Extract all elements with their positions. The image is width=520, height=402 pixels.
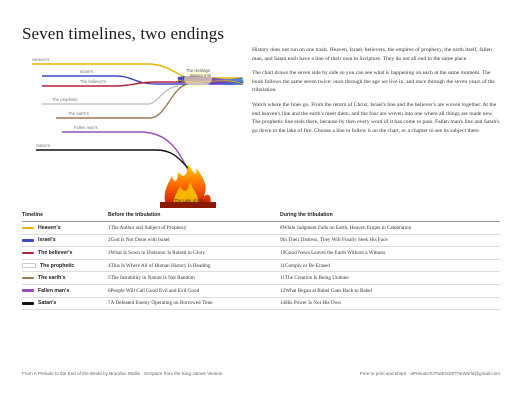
timeline-name: Israel's <box>38 237 56 244</box>
timeline-name: Fallen man's <box>38 287 70 294</box>
header-timeline: Timeline <box>22 212 43 218</box>
label-believer: The believer's <box>80 79 106 84</box>
footer-contact[interactable]: Free to print and share · aPreludeToTheEndOfTheWorld@gmail.com <box>359 371 500 376</box>
converge-label-1: The Heritage <box>186 68 211 73</box>
header-before: Before the tribulation <box>108 212 161 218</box>
chapter-link-during[interactable]: 8While Judgment Falls on Earth, Heaven Erupts in Celebration <box>280 224 412 231</box>
timeline-name: The believer's <box>38 249 73 256</box>
timeline-diagram <box>28 52 248 212</box>
header-during: During the tribulation <box>280 212 333 218</box>
chapter-link-before[interactable]: 6People Will Call Good Evil and Evil Good <box>108 287 200 294</box>
legend-row-believer[interactable] <box>22 247 500 260</box>
satan-line[interactable] <box>36 150 190 170</box>
timeline-name: Heaven's <box>38 224 61 231</box>
chapter-link-during[interactable]: 12What Began at Babel Goes Back to Babel <box>280 287 373 294</box>
timeline-name: The earth's <box>38 275 66 282</box>
chapter-link-during[interactable]: 11The Creation Is Being Undone <box>280 275 349 282</box>
heaven-swatch-icon <box>22 227 34 230</box>
page-title: Seven timelines, two endings <box>22 24 225 43</box>
label-prophetic: The prophetic <box>52 97 78 102</box>
lake-of-fire-label: The Lake of Fire <box>174 198 205 203</box>
chapter-link-before[interactable]: 4This Is Where All of Human History Is Heading <box>108 262 211 269</box>
timeline-name: The prophetic <box>40 262 75 269</box>
intro-paragraph-2: The chart draws the seven side by side so you can see what is happening on each at the same moment. The book follows the same seven twice: once through the age we live in, and once through the seven years of the tribulation. <box>252 70 495 94</box>
chapter-link-during[interactable]: 14His Power Is Not His Own <box>280 300 341 307</box>
chapter-link-before[interactable]: 1The Author and Subject of Prophecy <box>108 224 187 231</box>
legend-header <box>22 212 500 222</box>
legend-row-satan[interactable] <box>22 298 500 311</box>
label-satan: Satan's <box>36 143 50 148</box>
label-earth: The earth's <box>68 111 89 116</box>
chapter-link-during[interactable]: 9In Their Distress, They Will Finally Seek His Face <box>280 237 388 244</box>
label-israel: Israel's <box>80 69 94 74</box>
footer-credit: From A Prelude to the End of the World by Brandon Wallis · Scripture from the King James Version <box>22 371 223 376</box>
intro-text <box>252 46 500 141</box>
believer-swatch-icon <box>22 252 34 255</box>
legend-row-israel[interactable] <box>22 235 500 248</box>
legend-row-fallen-man[interactable] <box>22 285 500 298</box>
chapter-link-before[interactable]: 5The Instability in Nature Is Not Random <box>108 275 195 282</box>
fallen-man-swatch-icon <box>22 289 34 292</box>
earth-swatch-icon <box>22 277 34 280</box>
timeline-name: Satan's <box>38 300 57 307</box>
label-heaven: Heaven's <box>32 57 50 62</box>
chapter-link-during[interactable]: 10Good News Leaves the Earth Without a Witness <box>280 249 386 256</box>
israel-swatch-icon <box>22 239 34 242</box>
intro-paragraph-3: Watch where the lines go. From the return of Christ, Israel's line and the believer's are woven together. At the end heaven's line and the earth's meet them, and the four are woven into one where all things are made new. The prophetic line ends there, because by then every word of it has come to pass. Fallen man's line and Satan's go down to the lake of fire. Choose a line to follow it on the chart, or a chapter to see its subject there. <box>252 101 500 134</box>
intro-paragraph-1: History does not run on one track. Heaven, Israel, believers, the empires of prophecy, the earth itself, fallen man, and Satan each have a line of their own in Scripture. They do not all end in the same place. <box>252 47 492 62</box>
converge-label-2: Woven Into <box>190 73 212 78</box>
chapter-link-before[interactable]: 2God Is Not Done with Israel <box>108 237 170 244</box>
chapter-link-before[interactable]: 7A Defeated Enemy Operating on Borrowed Time <box>108 300 213 307</box>
fallen-man-line[interactable] <box>62 132 188 170</box>
chapter-link-before[interactable]: 3What Is Sown in Dishonor Is Raised in Glory <box>108 249 206 256</box>
label-fallen-man: Fallen man's <box>74 125 98 130</box>
chapter-link-during[interactable]: 11Comply or Be Erased <box>280 262 330 269</box>
satan-swatch-icon <box>22 302 34 305</box>
legend-row-prophetic[interactable] <box>22 260 500 273</box>
prophetic-swatch-icon <box>22 263 36 268</box>
timeline-legend-table <box>22 212 500 310</box>
footer <box>22 371 500 376</box>
legend-row-heaven[interactable] <box>22 222 500 235</box>
legend-row-earth[interactable] <box>22 272 500 285</box>
